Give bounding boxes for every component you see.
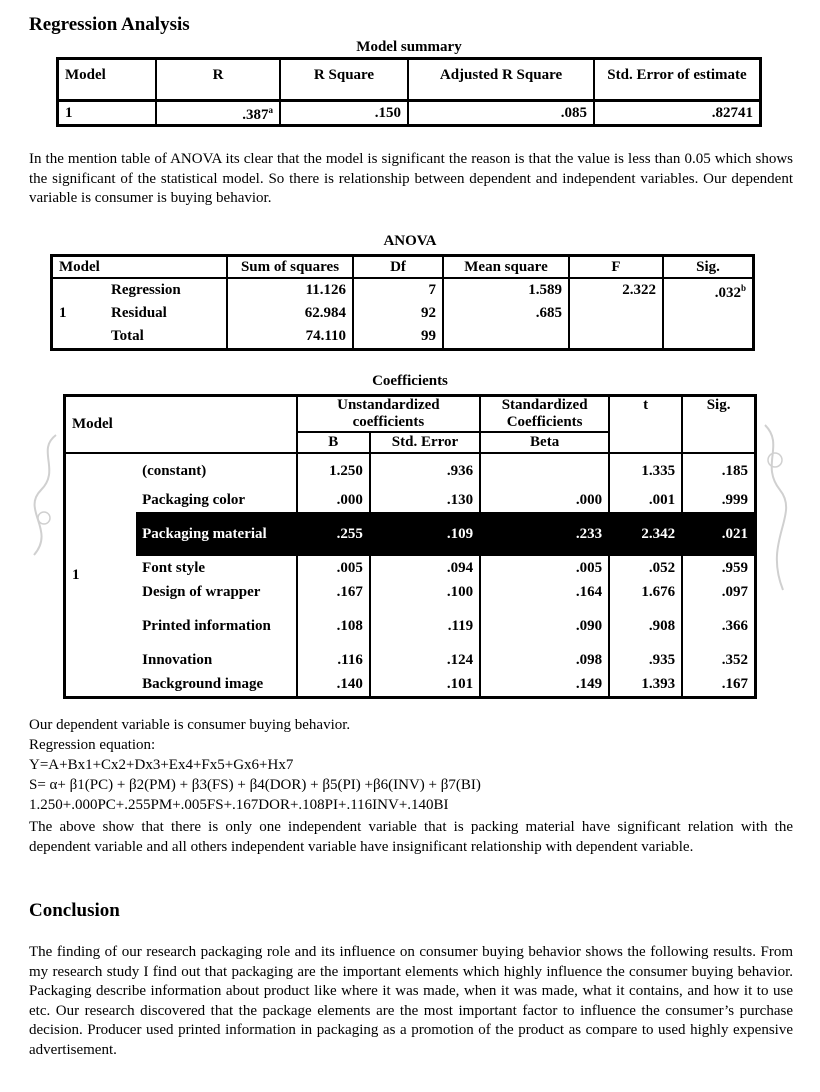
table-row	[65, 556, 756, 580]
cell-sig	[663, 325, 754, 350]
cell-t: 2.342	[609, 512, 682, 556]
cell-sig: .352	[682, 648, 755, 672]
header-f: F	[569, 256, 663, 279]
table-row	[65, 672, 756, 698]
coefficients-table	[63, 394, 757, 699]
cell-ss: 62.984	[227, 302, 353, 325]
header-b: B	[297, 432, 370, 453]
cell-sig: .021	[682, 512, 755, 556]
model-id: 1	[65, 453, 137, 698]
header-model: Model	[65, 396, 297, 454]
header-beta: Beta	[480, 432, 609, 453]
cell-sig: .999	[682, 488, 755, 512]
cell-adj-r-square: .085	[408, 101, 594, 126]
table-row	[52, 302, 754, 325]
model-id: 1	[59, 305, 67, 321]
table-row	[65, 488, 756, 512]
cell-beta: .149	[480, 672, 609, 698]
cell-sig: .185	[682, 453, 755, 488]
predictor-name: Innovation	[142, 651, 213, 668]
cell-std-error: .130	[370, 488, 480, 512]
predictor-name: Packaging color	[142, 491, 246, 508]
cell-df: 92	[353, 302, 443, 325]
cell-df: 99	[353, 325, 443, 350]
cell-df: 7	[353, 278, 443, 302]
predictor-name: Design of wrapper	[142, 583, 261, 600]
header-unstandardized: Unstandardized coefficients	[297, 396, 481, 433]
cell-beta: .005	[480, 556, 609, 580]
equation-line-2: Regression equation:	[29, 737, 156, 753]
row-label: Regression	[105, 278, 227, 302]
cell-beta: .098	[480, 648, 609, 672]
cell-std-error: .936	[370, 453, 480, 488]
cell-ss: 74.110	[227, 325, 353, 350]
model-summary-header-row	[58, 59, 761, 91]
anova-paragraph: In the mention table of ANOVA its clear that the model is significant the reason is that the value is less than 0.05 which shows the significant of the statistical model. So there is relationship between dependent and independent variables. Our dependent variable is consumer is buying behavior.	[29, 151, 793, 206]
cell-sig: .167	[682, 672, 755, 698]
header-df: Df	[353, 256, 443, 279]
cell-std-error: .109	[370, 512, 480, 556]
predictor-name: Background image	[142, 675, 264, 692]
table-row	[65, 648, 756, 672]
table-row	[65, 604, 756, 648]
model-summary-caption: Model summary	[356, 39, 462, 55]
cell-b: .000	[297, 488, 370, 512]
result-paragraph: The above show that there is only one independent variable that is packing material have significant relation with the dependent variable and all others independent variable have insignificant relationship with dependent variable.	[29, 819, 793, 855]
cell-t: .908	[609, 604, 682, 648]
cell-f: 2.322	[569, 278, 663, 302]
watermark-scroll-right-icon	[755, 420, 795, 600]
cell-t: 1.676	[609, 580, 682, 604]
cell-beta: .000	[480, 488, 609, 512]
row-label: Total	[111, 328, 144, 344]
header-std-error: Std. Error of estimate	[594, 59, 761, 91]
cell-sig	[663, 302, 754, 325]
conclusion-paragraph: The finding of our research packaging role and its influence on consumer buying behavior shows the following results. From my research study I find out that packaging are the important elements which highly influence the consumer buying behavior. Packaging describe information about product like where it was made, when it was made, what it contains, and how it to use etc. Our research discovered that the package elements are the most important factor to influence the consumer’s purchase decision. Producer used printed information in packaging as a promotion of the product as compare to used highly expensive advertisement.	[29, 944, 793, 1058]
cell-ms: .685	[443, 302, 569, 325]
cell-sig: .032$^b$	[663, 278, 754, 302]
cell-ms: 1.589	[443, 278, 569, 302]
cell-f	[569, 302, 663, 325]
anova-table	[50, 254, 755, 351]
cell-std-error: .100	[370, 580, 480, 604]
cell-beta: .233	[480, 512, 609, 556]
header-t: t	[609, 396, 682, 454]
table-row	[65, 512, 756, 556]
header-r: R	[156, 59, 280, 91]
header-sig: Sig.	[663, 256, 754, 279]
row-label: Residual	[111, 305, 167, 321]
header-adjusted-r-square: Adjusted R Square	[408, 59, 594, 91]
equation-line-5: 1.250+.000PC+.255PM+.005FS+.167DOR+.108PI+.116INV+.140BI	[29, 797, 449, 813]
header-sig: Sig.	[682, 396, 755, 454]
cell-std-error: .101	[370, 672, 480, 698]
table-row	[52, 278, 754, 302]
cell-t: .001	[609, 488, 682, 512]
regression-analysis-heading: Regression Analysis	[29, 14, 190, 35]
predictor-name: Font style	[142, 559, 206, 576]
cell-b: .108	[297, 604, 370, 648]
cell-std-error: .82741	[594, 101, 761, 126]
cell-f	[569, 325, 663, 350]
header-std-error: Std. Error	[370, 432, 480, 453]
equation-line-3: Y=A+Bx1+Cx2+Dx3+Ex4+Fx5+Gx6+Hx7	[29, 757, 294, 773]
cell-sig: .097	[682, 580, 755, 604]
header-mean-square: Mean square	[443, 256, 569, 279]
cell-beta: .090	[480, 604, 609, 648]
table-row	[65, 580, 756, 604]
table-row	[58, 101, 761, 126]
cell-t: .935	[609, 648, 682, 672]
predictor-name: Packaging material	[136, 512, 296, 556]
equation-line-4: S= α+ β1(PC) + β2(PM) + β3(FS) + β4(DOR) + β5(PI) +β6(INV) + β7(BI)	[29, 777, 481, 793]
cell-b: 1.250	[297, 453, 370, 488]
cell-r-square: .150	[280, 101, 408, 126]
coefficients-caption: Coefficients	[372, 373, 448, 389]
anova-header-row	[52, 256, 754, 279]
cell-model: 1	[58, 101, 157, 126]
coefficients-header-row	[65, 396, 756, 433]
cell-ss: 11.126	[227, 278, 353, 302]
cell-t: 1.393	[609, 672, 682, 698]
predictor-name: Printed information	[142, 617, 271, 634]
cell-b: .140	[297, 672, 370, 698]
cell-sig: .366	[682, 604, 755, 648]
cell-std-error: .119	[370, 604, 480, 648]
cell-beta: .164	[480, 580, 609, 604]
table-row	[65, 453, 756, 488]
conclusion-heading: Conclusion	[29, 900, 120, 921]
anova-caption: ANOVA	[383, 233, 437, 249]
cell-std-error: .124	[370, 648, 480, 672]
cell-b: .167	[297, 580, 370, 604]
header-standardized: Standardized Coefficients	[480, 396, 609, 433]
watermark-scroll-left-icon	[26, 430, 66, 560]
cell-std-error: .094	[370, 556, 480, 580]
header-model: Model	[65, 66, 106, 83]
cell-sig: .959	[682, 556, 755, 580]
predictor-name: (constant)	[136, 453, 296, 488]
cell-ms	[443, 325, 569, 350]
model-summary-table	[56, 57, 762, 127]
header-sum-of-squares: Sum of squares	[227, 256, 353, 279]
table-row	[52, 325, 754, 350]
cell-b: .005	[297, 556, 370, 580]
cell-t: .052	[609, 556, 682, 580]
header-r-square: R Square	[280, 59, 408, 91]
equation-line-1: Our dependent variable is consumer buying behavior.	[29, 717, 351, 733]
header-model: Model	[52, 256, 228, 279]
cell-t: 1.335	[609, 453, 682, 488]
cell-r: .387$^a$	[156, 101, 280, 126]
cell-beta	[480, 453, 609, 488]
cell-b: .255	[297, 512, 370, 556]
cell-b: .116	[297, 648, 370, 672]
